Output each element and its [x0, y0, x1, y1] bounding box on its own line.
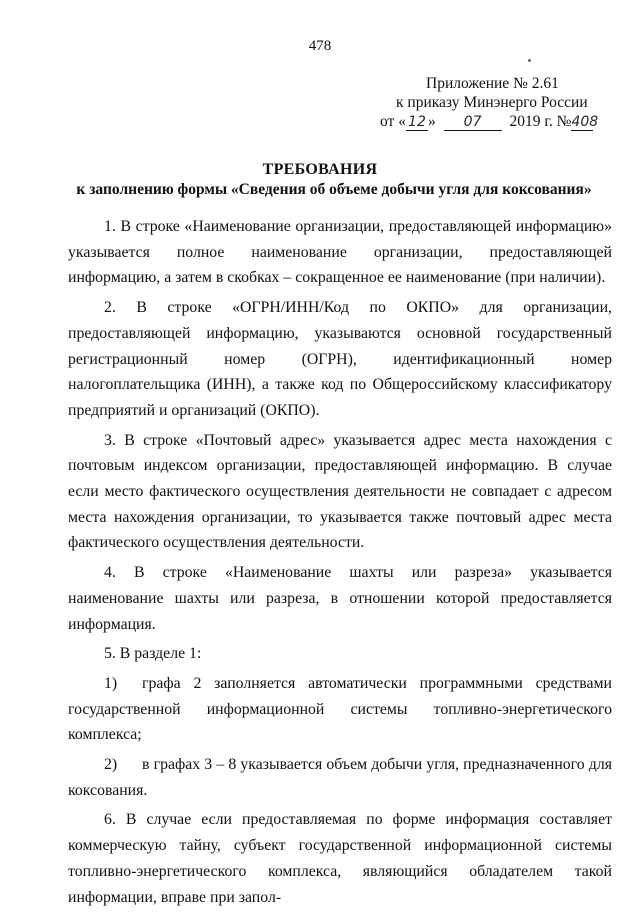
date-mid: » [427, 113, 440, 130]
year-text: 2019 г. № [505, 113, 572, 130]
paragraph-6: 6. В случае если предоставляемая по форме информация составляет коммерческую тайну, субъект государственной информационной системы топливно-энергетического комплекса, являющийся обладателем такой информации, вправе при запол- [68, 811, 612, 906]
handwritten-day: 12 [406, 115, 428, 131]
appendix-line-1: Приложение № 2.61 [426, 75, 559, 92]
subitem-1 [68, 671, 612, 748]
subitem-1-number: 1) [104, 674, 118, 692]
appendix-header [380, 74, 620, 131]
handwritten-order-number: 408 [571, 114, 599, 130]
appendix-date-line [380, 112, 620, 131]
subitem-1-text: графа 2 заполняется автоматически программными средствами государственной информационной системы топливно-энергетического комплекса; [68, 674, 612, 744]
document-body [68, 214, 612, 914]
paragraph-4: 4. В строке «Наименование шахты или разреза» указывается наименование шахты или разреза, в отношении которой предоставляется информация. [68, 564, 612, 633]
document-title: ТРЕБОВАНИЯ [262, 161, 378, 178]
handwritten-month: 07 [444, 115, 502, 131]
paragraph-5: 5. В разделе 1: [104, 645, 202, 663]
page-number: 478 [308, 38, 332, 54]
scan-speck [528, 59, 531, 62]
appendix-line-2: к приказу Минэнерго России [396, 94, 588, 111]
subitem-2 [68, 752, 612, 803]
subitem-2-number: 2) [104, 756, 118, 774]
paragraph-2: 2. В строке «ОГРН/ИНН/Код по ОКПО» для организации, предоставляющей информацию, указываются основной государственный регистрационный номер (ОГРН), идентификационный номер налогоплательщика (ИНН), а также код по Общероссийскому классификатору предприятий и организаций (ОКПО). [68, 299, 612, 419]
paragraph-3: 3. В строке «Почтовый адрес» указывается адрес места нахождения с почтовым индексом организации, предоставляющей информацию. В случае если место фактического осуществления деятельности не совпадает с адресом места нахождения организации, то указывается также почтовый адрес места фактического осуществления деятельности. [68, 431, 612, 552]
document-subtitle: к заполнению формы «Сведения об объеме добычи угля для коксования» [76, 181, 592, 198]
subitem-2-text: в графах 3 – 8 указывается объем добычи угля, предназначенного для коксования. [68, 756, 612, 799]
date-prefix: от « [380, 113, 406, 130]
paragraph-1: 1. В строке «Наименование организации, предоставляющей информацию» указывается полное наименование организации, предоставляющей информацию, а затем в скобках – сокращенное ее наименование (при наличии). [68, 218, 612, 287]
